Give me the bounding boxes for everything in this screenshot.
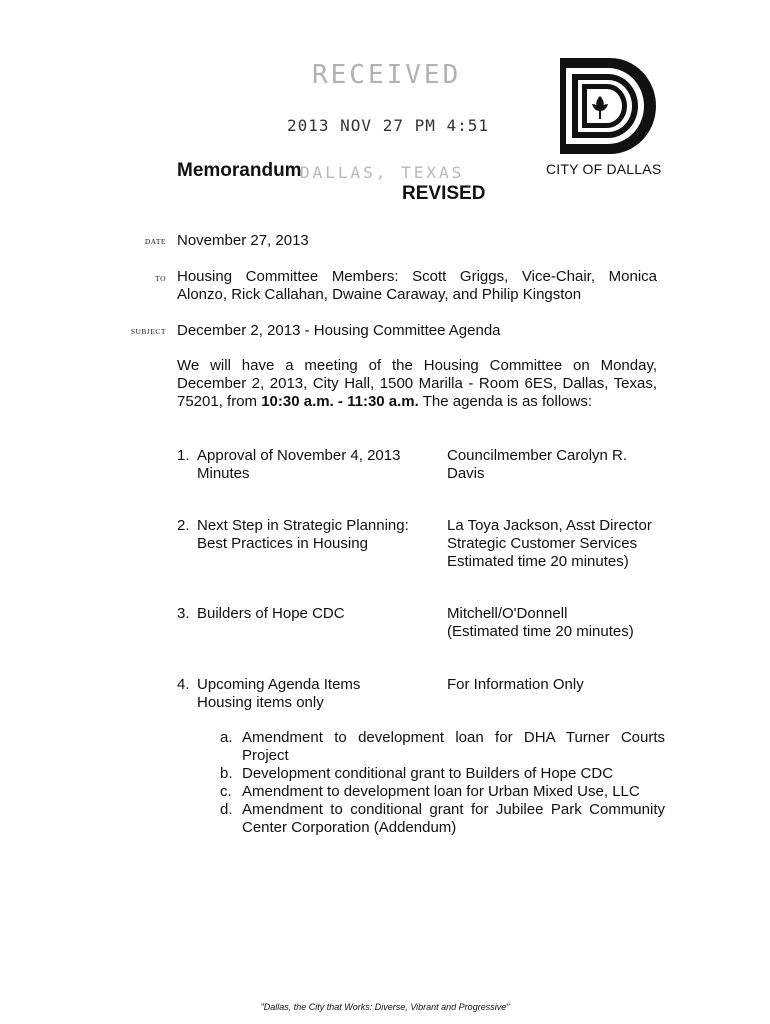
- agenda-item-presenter: [447, 447, 687, 483]
- agenda-item-number: 1.: [177, 447, 190, 464]
- meeting-time: 10:30 a.m. - 11:30 a.m.: [261, 393, 419, 410]
- agenda-item-left: [177, 517, 437, 553]
- city-of-dallas-logo-icon: [560, 58, 656, 154]
- agenda-item-number: 2.: [177, 517, 190, 534]
- agenda-item-title-cont: Housing items only: [197, 694, 324, 711]
- agenda-item-title: Next Step in Strategic Planning:: [197, 517, 409, 534]
- presenter-line-2: Strategic Customer Services: [447, 535, 638, 552]
- sub-item-text: Development conditional grant to Builders of Hope CDC: [242, 765, 614, 782]
- agenda-item-title: Upcoming Agenda Items: [197, 676, 361, 693]
- presenter-line-1: For Information Only: [447, 676, 584, 693]
- agenda-item-title: Approval of November 4, 2013: [197, 447, 401, 464]
- sub-item-letter: b.: [220, 765, 233, 782]
- presenter-line-2: (Estimated time 20 minutes): [447, 623, 634, 640]
- received-stamp-city: DALLAS, TEXAS: [300, 163, 465, 182]
- city-name: CITY OF DALLAS: [546, 161, 662, 177]
- memo-recipients: [177, 268, 657, 304]
- intro-line-3-end: The agenda is as follows:: [418, 393, 592, 410]
- revised-label: REVISED: [402, 183, 486, 204]
- intro-paragraph: [177, 357, 657, 411]
- presenter-line-1: La Toya Jackson, Asst Director: [447, 517, 652, 534]
- agenda-item-number: 3.: [177, 605, 190, 622]
- sub-item-text-cont: Center Corporation (Addendum): [242, 819, 457, 836]
- agenda-item-number: 4.: [177, 676, 190, 693]
- agenda-item-title: Builders of Hope CDC: [197, 605, 345, 622]
- agenda-item-left: [177, 447, 437, 483]
- recipients-line-1: Housing Committee Members: Scott Griggs, Vice-Chair, Monica: [177, 268, 657, 285]
- agenda-item-left: [177, 605, 437, 623]
- agenda-item-presenter: [447, 517, 687, 571]
- presenter-line-1: Mitchell/O'Donnell: [447, 605, 568, 622]
- received-stamp: RECEIVED: [312, 60, 462, 90]
- agenda-item-left: [177, 676, 437, 712]
- agenda-item-title-cont: Minutes: [197, 465, 250, 482]
- intro-line-2: December 2, 2013, City Hall, 1500 Marilla - Room 6ES, Dallas, Texas,: [177, 375, 657, 392]
- memo-subject: December 2, 2013 - Housing Committee Agenda: [177, 322, 501, 339]
- sub-item-text: Amendment to conditional grant for Jubilee Park Community: [242, 801, 665, 818]
- presenter-line-3: Estimated time 20 minutes): [447, 553, 629, 570]
- sub-agenda-item: [220, 783, 665, 801]
- memo-date: November 27, 2013: [177, 232, 309, 249]
- received-stamp-date: 2013 NOV 27 PM 4:51: [287, 116, 490, 135]
- sub-item-letter: a.: [220, 729, 233, 746]
- agenda-item-title-cont: Best Practices in Housing: [197, 535, 368, 552]
- memo-title: Memorandum: [177, 160, 302, 181]
- to-label: TO: [155, 274, 166, 283]
- sub-agenda-item: [220, 765, 665, 783]
- sub-item-text: Amendment to development loan for Urban Mixed Use, LLC: [242, 783, 640, 800]
- agenda-item-presenter: [447, 605, 687, 641]
- agenda-item-presenter: [447, 676, 687, 694]
- subject-label: SUBJECT: [130, 327, 166, 336]
- sub-agenda-item: [220, 801, 665, 837]
- sub-item-text: Amendment to development loan for DHA Turner Courts: [242, 729, 665, 746]
- presenter-line-2: Davis: [447, 465, 485, 482]
- sub-item-letter: c.: [220, 783, 232, 800]
- sub-item-text-cont: Project: [242, 747, 289, 764]
- footer-motto: "Dallas, the City that Works: Diverse, Vibrant and Progressive": [260, 1002, 510, 1012]
- intro-line-3-start: 75201, from: [177, 393, 262, 410]
- recipients-line-2: Alonzo, Rick Callahan, Dwaine Caraway, and Philip Kingston: [177, 286, 582, 303]
- intro-line-1: We will have a meeting of the Housing Committee on Monday,: [177, 357, 657, 374]
- presenter-line-1: Councilmember Carolyn R.: [447, 447, 628, 464]
- intro-line-3: [177, 393, 657, 411]
- date-label: DATE: [144, 237, 166, 246]
- sub-item-letter: d.: [220, 801, 233, 818]
- sub-agenda-item: [220, 729, 665, 765]
